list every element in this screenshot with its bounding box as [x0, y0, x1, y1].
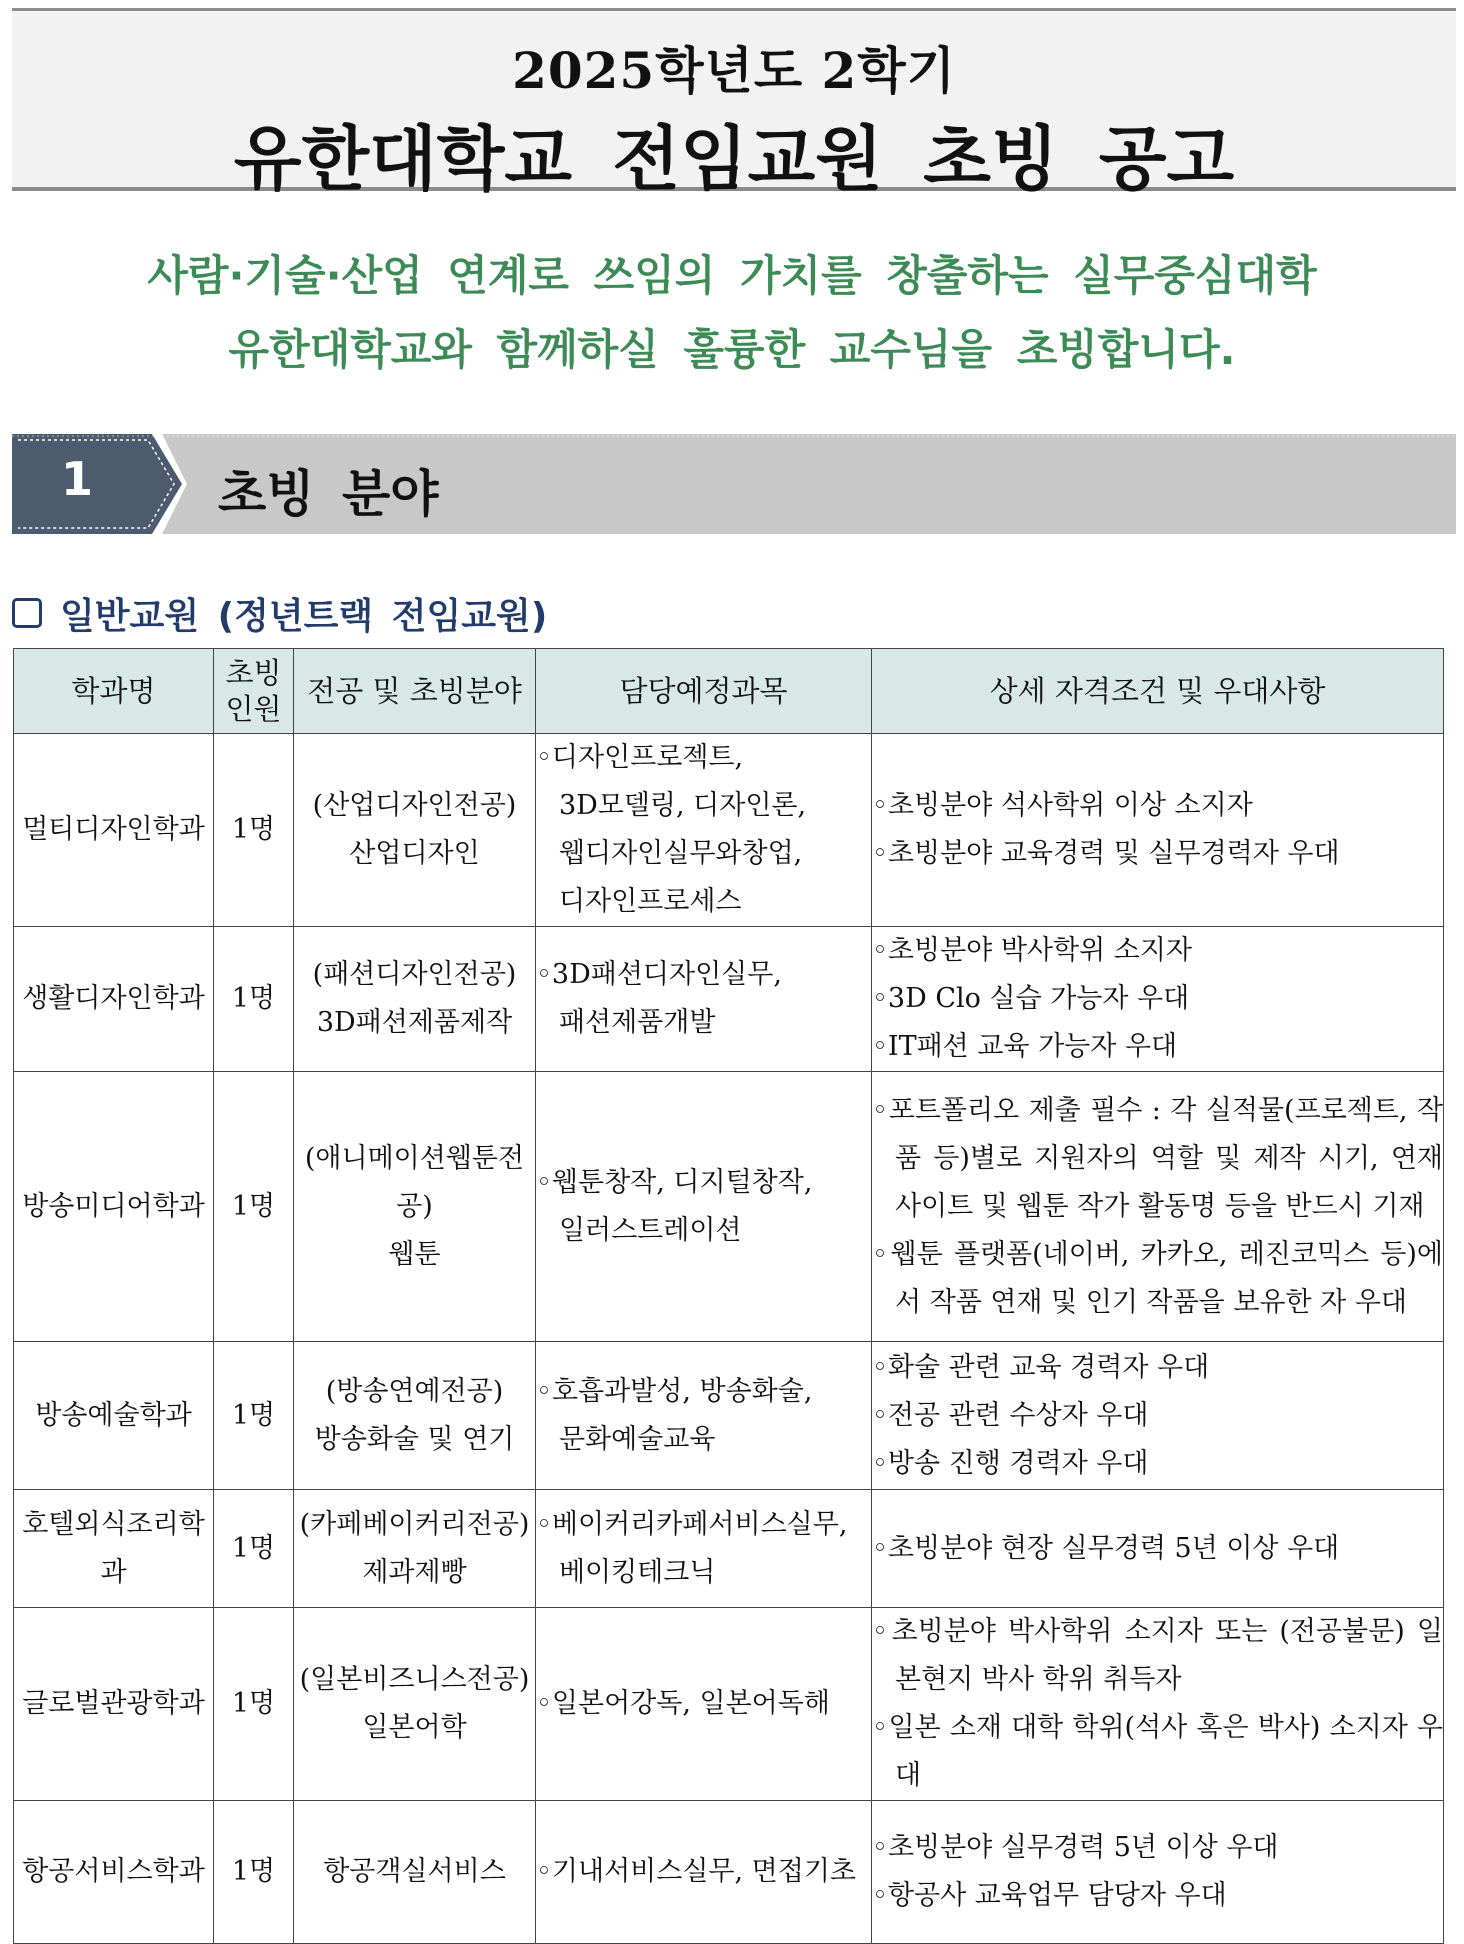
subject-item: ◦3D패션디자인실무, [536, 959, 782, 990]
cell-major [294, 1608, 536, 1801]
subject-item: 디자인프로세스 [558, 886, 742, 917]
table-row [14, 927, 1444, 1072]
table-row [14, 1801, 1444, 1944]
subject-item: 베이킹테크닉 [558, 1556, 716, 1588]
subject-item: ◦기내서비스실무, 면접기초 [536, 1856, 856, 1887]
qual-item: ◦웹툰 플랫폼(네이버, 카카오, 레진코믹스 등)에서 작품 연재 및 인기 작품을 보유한 자 우대 [872, 1238, 1443, 1318]
cell-dept: 방송예술학과 [14, 1342, 214, 1490]
table-header-row [14, 649, 1444, 734]
major-line-2: 산업디자인 [349, 838, 480, 869]
cell-count: 1명 [214, 927, 294, 1072]
qual-item: ◦초빙분야 실무경력 5년 이상 우대 [872, 1832, 1279, 1863]
subject-item: 웹디자인실무와창업, [558, 838, 803, 869]
cell-major [294, 1072, 536, 1342]
subject-item: ◦웹툰창작, 디지털창작, [536, 1166, 813, 1198]
header-count-line-1: 초빙 [225, 656, 282, 690]
qual-item: ◦초빙분야 석사학위 이상 소지자 [872, 790, 1253, 821]
header-quals: 상세 자격조건 및 우대사항 [872, 649, 1444, 734]
qual-item: ◦일본 소재 대학 학위(석사 혹은 박사) 소지자 우대 [872, 1712, 1443, 1791]
page-title: 유한대학교 전임교원 초빙 공고 [233, 118, 1235, 200]
cell-quals [872, 1490, 1444, 1608]
major-line-1: (카페베이커리전공) [299, 1508, 530, 1540]
cell-subjects [536, 927, 872, 1072]
major-line-2: 일본어학 [362, 1712, 467, 1743]
header-dept: 학과명 [14, 649, 214, 734]
cell-dept: 호텔외식조리학과 [14, 1490, 214, 1608]
table-row [14, 1490, 1444, 1608]
cell-subjects [536, 734, 872, 927]
major-line-2: 제과제빵 [362, 1556, 467, 1588]
table-row [14, 1608, 1444, 1801]
subject-item: 3D모델링, 디자인론, [558, 790, 807, 821]
qual-item: ◦초빙분야 박사학위 소지자 또는 (전공불문) 일본현지 박사 학위 취득자 [872, 1616, 1443, 1695]
cell-count: 1명 [214, 1490, 294, 1608]
qual-item: ◦항공사 교육업무 담당자 우대 [872, 1880, 1227, 1911]
qual-item: ◦IT패션 교육 가능자 우대 [872, 1031, 1178, 1062]
qual-item: ◦화술 관련 교육 경력자 우대 [872, 1351, 1210, 1383]
cell-subjects [536, 1490, 872, 1608]
major-line-1: (방송연예전공) [325, 1375, 504, 1407]
subject-item: ◦일본어강독, 일본어독해 [536, 1688, 830, 1719]
qual-item: ◦3D Clo 실습 가능자 우대 [872, 983, 1190, 1014]
major-line-2: 웹툰 [388, 1238, 441, 1270]
cell-count: 1명 [214, 1608, 294, 1801]
cell-major [294, 734, 536, 927]
subject-item: ◦호흡과발성, 방송화술, [536, 1375, 813, 1407]
section-number: 1 [60, 452, 93, 506]
header-subjects: 담당예정과목 [536, 649, 872, 734]
subheading-label: 일반교원 (정년트랙 전임교원) [60, 595, 548, 637]
cell-count: 1명 [214, 1801, 294, 1944]
cell-count: 1명 [214, 1342, 294, 1490]
cell-dept: 생활디자인학과 [14, 927, 214, 1072]
cell-quals [872, 1608, 1444, 1801]
cell-quals [872, 1801, 1444, 1944]
recruitment-table [13, 648, 1444, 1944]
cell-count: 1명 [214, 734, 294, 927]
semester-heading: 2025학년도 2학기 [512, 41, 956, 100]
cell-quals [872, 1072, 1444, 1342]
slogan-line-2: 유한대학교와 함께하실 훌륭한 교수님을 초빙합니다. [228, 325, 1236, 374]
header-count-line-2: 인원 [225, 692, 282, 726]
cell-major [294, 1801, 536, 1944]
subheading [12, 588, 547, 638]
subject-item: 일러스트레이션 [558, 1214, 742, 1246]
qual-item: ◦초빙분야 교육경력 및 실무경력자 우대 [872, 838, 1340, 869]
major-line-2: 3D패션제품제작 [316, 1007, 513, 1038]
cell-subjects [536, 1342, 872, 1490]
slogan-line-1: 사람·기술·산업 연계로 쓰임의 가치를 창출하는 실무중심대학 [147, 251, 1317, 300]
cell-dept: 방송미디어학과 [14, 1072, 214, 1342]
cell-major [294, 927, 536, 1072]
cell-subjects [536, 1608, 872, 1801]
section-header [12, 434, 1456, 534]
cell-dept: 항공서비스학과 [14, 1801, 214, 1944]
cell-subjects [536, 1801, 872, 1944]
cell-major [294, 1490, 536, 1608]
cell-dept: 멀티디자인학과 [14, 734, 214, 927]
checkbox-icon [12, 598, 42, 628]
cell-dept: 글로벌관광학과 [14, 1608, 214, 1801]
header-major: 전공 및 초빙분야 [294, 649, 536, 734]
subject-item: 패션제품개발 [558, 1007, 716, 1038]
cell-count: 1명 [214, 1072, 294, 1342]
major-line-1: (산업디자인전공) [312, 790, 517, 821]
cell-quals [872, 927, 1444, 1072]
subject-item: ◦베이커리카페서비스실무, [536, 1508, 848, 1540]
major-line-1: 항공객실서비스 [323, 1856, 506, 1887]
cell-quals [872, 734, 1444, 927]
title-banner [12, 8, 1456, 200]
section-title: 초빙 분야 [218, 465, 439, 523]
major-line-2: 방송화술 및 연기 [314, 1423, 515, 1455]
major-line-1: (애니메이션웹툰전공) [304, 1142, 525, 1222]
cell-quals [872, 1342, 1444, 1490]
cell-subjects [536, 1072, 872, 1342]
table-row [14, 1072, 1444, 1342]
cell-major [294, 1342, 536, 1490]
subject-item: 문화예술교육 [558, 1423, 716, 1455]
qual-item: ◦포트폴리오 제출 필수 : 각 실적물(프로젝트, 작품 등)별로 지원자의 역할 및 제작 시기, 연재 사이트 및 웹툰 작가 활동명 등을 반드시 기재 [872, 1094, 1443, 1222]
qual-item: ◦방송 진행 경력자 우대 [872, 1447, 1149, 1479]
qual-item: ◦초빙분야 현장 실무경력 5년 이상 우대 [872, 1532, 1340, 1564]
subject-item: ◦디자인프로젝트, [536, 742, 744, 773]
table-row [14, 734, 1444, 927]
table-row [14, 1342, 1444, 1490]
major-line-1: (일본비즈니스전공) [299, 1664, 530, 1695]
header-count [214, 649, 294, 734]
qual-item: ◦초빙분야 박사학위 소지자 [872, 935, 1192, 966]
major-line-1: (패션디자인전공) [312, 959, 517, 990]
qual-item: ◦전공 관련 수상자 우대 [872, 1399, 1149, 1431]
